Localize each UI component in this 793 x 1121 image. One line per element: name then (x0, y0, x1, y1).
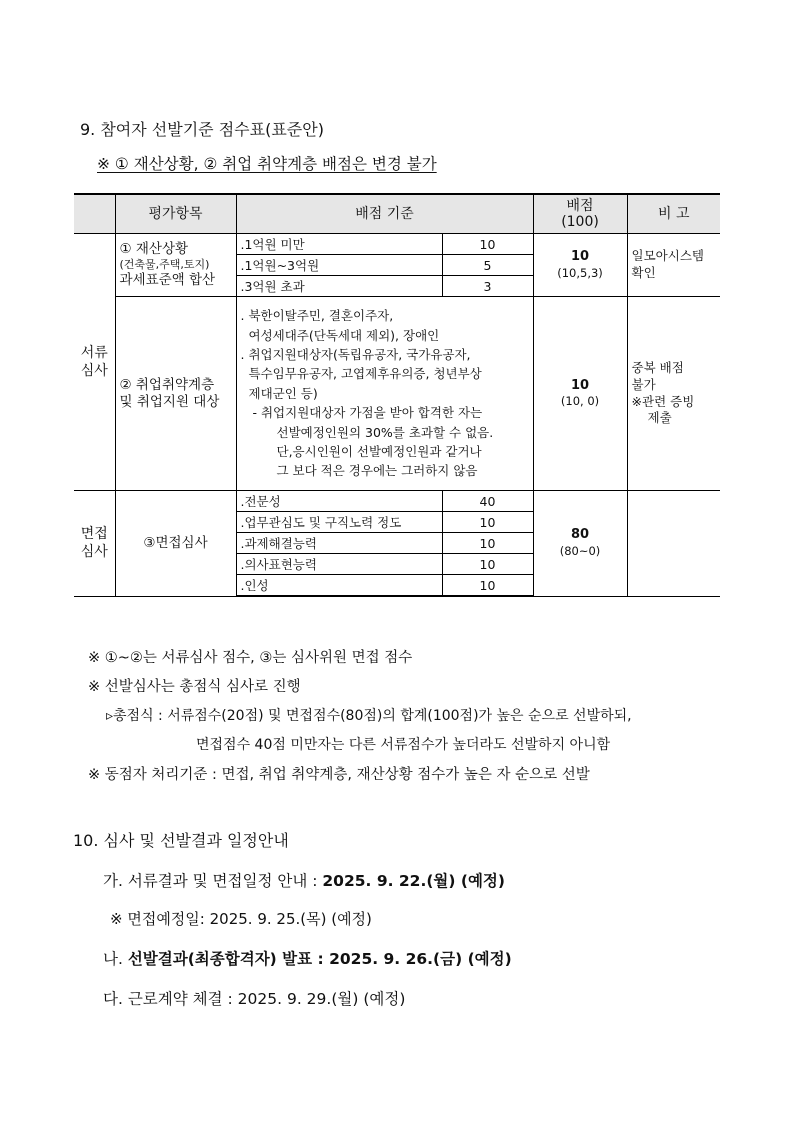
remark-vulnerable-line3: ※관련 증빙 (631, 393, 695, 409)
criteria-label: .과제해결능력 (236, 533, 442, 554)
criteria-vulnerable (236, 297, 533, 491)
score-property-sub: (10,5,3) (557, 265, 603, 280)
score-interview-sub: (80~0) (559, 544, 601, 559)
remark-property (627, 234, 720, 297)
table-row (74, 234, 720, 255)
criteria-label: .업무관심도 및 구직노력 정도 (236, 512, 442, 533)
table-row (74, 297, 720, 491)
remark-vulnerable (627, 297, 720, 491)
header-item: 평가항목 (115, 194, 236, 234)
criteria-label: .전문성 (236, 491, 442, 512)
item-vulnerable-label: ② 취업취약계층 및 취업지원 대상 (119, 376, 220, 410)
item-property-line2: (건축물,주택,토지) (119, 258, 210, 272)
score-property (533, 234, 627, 297)
item-vulnerable (115, 297, 236, 491)
header-score-label: 배점 (100) (561, 197, 599, 230)
item-property-line1: ① 재산상황 (119, 241, 189, 258)
score-interview (533, 491, 627, 597)
header-score (533, 194, 627, 234)
section10-title: 10. 심사 및 선발결과 일정안내 (73, 831, 289, 850)
note-score-types: ※ ①~②는 서류심사 점수, ③는 심사위원 면접 점수 (88, 650, 413, 666)
criteria-points: 10 (442, 575, 533, 597)
criteria-vulnerable-line: - 취업지원대상자 가점을 받아 합격한 자는 (252, 405, 483, 421)
score-vulnerable-sub: (10, 0) (560, 394, 600, 409)
schedule-item-b-prefix: 나. (103, 950, 128, 968)
section9-notice: ※ ① 재산상황, ② 취업 취약계층 배점은 변경 불가 (97, 155, 437, 173)
criteria-vulnerable-line: 제대군인 등) (248, 385, 318, 401)
schedule-item-c: 다. 근로계약 체결 : 2025. 9. 29.(월) (예정) (103, 990, 406, 1008)
criteria-points: 40 (442, 491, 533, 512)
item-property (115, 234, 236, 297)
category-interview-label: 면접 심사 (80, 526, 108, 561)
criteria-points: 10 (442, 512, 533, 533)
criteria-label: .1억원~3억원 (236, 255, 442, 276)
remark-property-text: 일모아시스템 확인 (631, 248, 704, 280)
score-table (74, 193, 720, 597)
note-total-score: ※ 선발심사는 총점식 심사로 진행 (88, 679, 301, 695)
header-blank (74, 194, 115, 234)
table-header-row (74, 194, 720, 234)
category-doc-review-label: 서류 심사 (80, 344, 108, 379)
criteria-label: .인성 (236, 575, 442, 597)
criteria-points: 5 (442, 255, 533, 276)
section9-title: 9. 참여자 선발기준 점수표(표준안) (80, 120, 324, 139)
note-interview-minimum: 면접점수 40점 미만자는 다른 서류점수가 높더라도 선발하지 아니함 (196, 737, 611, 753)
schedule-item-b-text: 선발결과(최종합격자) 발표 : 2025. 9. 26.(금) (예정) (127, 950, 512, 968)
note-tiebreak: ※ 동점자 처리기준 : 면접, 취업 취약계층, 재산상황 점수가 높은 자 순으로 선발 (88, 767, 590, 783)
criteria-label: .1억원 미만 (236, 234, 442, 255)
schedule-item-b (103, 947, 512, 969)
criteria-points: 10 (442, 533, 533, 554)
remark-vulnerable-line2: 불가 (631, 376, 656, 392)
criteria-vulnerable-line: . 취업지원대상자(독립유공자, 국가유공자, (240, 347, 471, 363)
criteria-vulnerable-line: 선발예정인원의 30%를 초과할 수 없음. (276, 424, 494, 440)
criteria-vulnerable-line: 단,응시인원이 선발예정인원과 같거나 (276, 443, 482, 459)
criteria-points: 10 (442, 234, 533, 255)
table-row (74, 491, 720, 512)
criteria-label: .3억원 초과 (236, 276, 442, 297)
score-vulnerable (533, 297, 627, 491)
score-property-value: 10 (570, 249, 590, 265)
criteria-vulnerable-line: 특수임무유공자, 고엽제후유의증, 청년부상 (248, 366, 482, 382)
item-interview: ③면접심사 (115, 491, 236, 597)
schedule-item-a-date: 2025. 9. 22.(월) (예정) (322, 872, 505, 890)
remark-vulnerable-line4: 제출 (647, 410, 672, 426)
note-total-detail: ▹총점식 : 서류점수(20점) 및 면접점수(80점)의 합계(100점)가 높은 순으로 선발하되, (106, 708, 632, 724)
remark-interview (627, 491, 720, 597)
item-property-line3: 과세표준액 합산 (119, 271, 216, 288)
schedule-item-a-prefix: 가. 서류결과 및 면접일정 안내 : (103, 872, 323, 890)
score-interview-value: 80 (570, 527, 590, 543)
schedule-item-a (103, 869, 505, 891)
criteria-points: 3 (442, 276, 533, 297)
criteria-label: .의사표현능력 (236, 554, 442, 575)
schedule-item-a-note: ※ 면접예정일: 2025. 9. 25.(목) (예정) (110, 910, 372, 928)
category-interview (74, 491, 115, 597)
score-vulnerable-value: 10 (570, 377, 590, 393)
category-doc-review (74, 234, 115, 491)
remark-vulnerable-line1: 중복 배점 (631, 359, 684, 375)
header-criteria: 배점 기준 (236, 194, 533, 234)
criteria-points: 10 (442, 554, 533, 575)
criteria-vulnerable-line: 그 보다 적은 경우에는 그러하지 않음 (276, 463, 478, 479)
header-remark: 비 고 (627, 194, 720, 234)
criteria-vulnerable-line: 여성세대주(단독세대 제외), 장애인 (248, 327, 440, 343)
criteria-vulnerable-line: . 북한이탈주민, 결혼이주자, (240, 308, 394, 324)
